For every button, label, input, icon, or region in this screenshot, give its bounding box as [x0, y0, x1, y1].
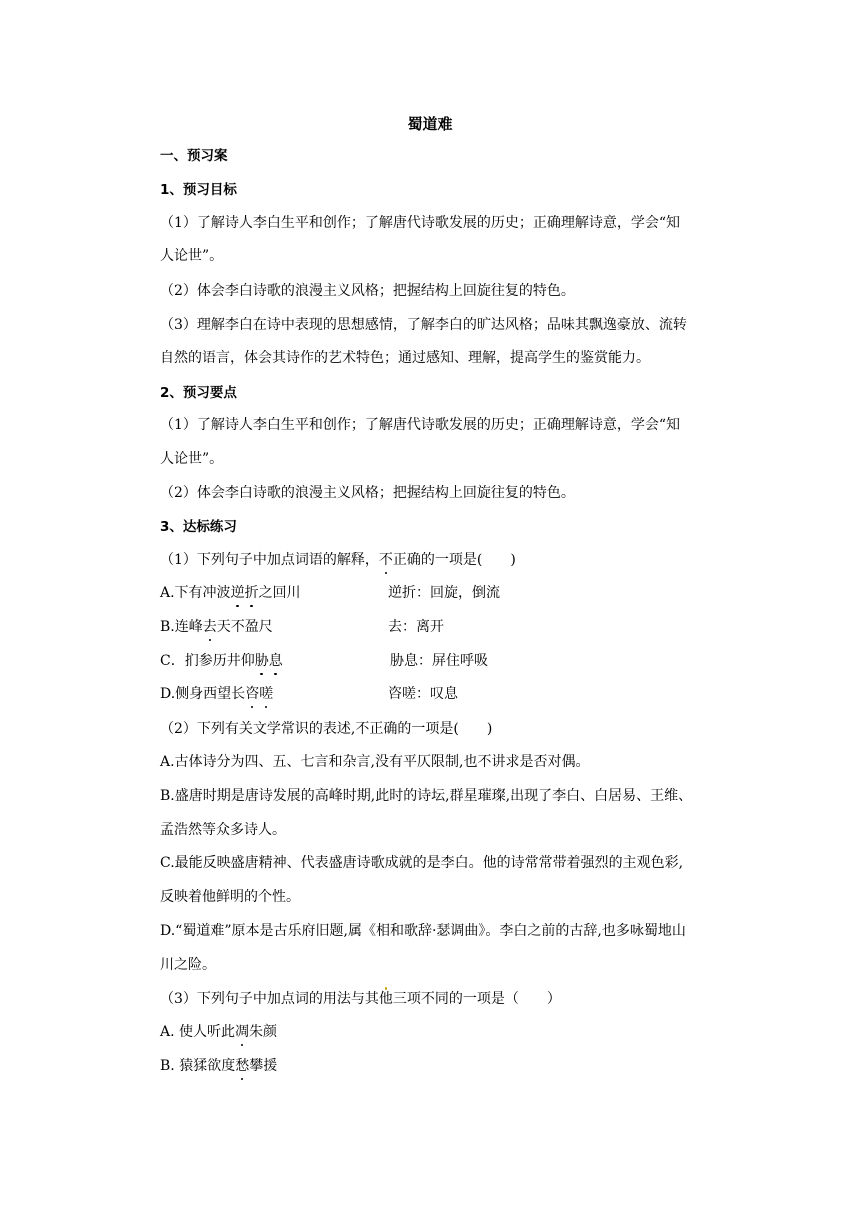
point-1-line-2: 人论世”。: [160, 451, 224, 467]
q1-option-d-gloss: 咨嗟：叹息: [388, 686, 458, 702]
q1-option-c-gloss: 胁息：屏住呼吸: [390, 653, 488, 669]
q2-option-d-line-1: D.“蜀道难”原本是古乐府旧题,属《相和歌辞·瑟调曲》。李白之前的古辞,也多咏蜀地山: [160, 923, 686, 939]
subheading-exercises: 3、达标练习: [160, 519, 237, 535]
q1-option-c: C．扪参历井仰胁息: [160, 653, 283, 669]
q2-option-c-line-1: C.最能反映盛唐精神、代表盛唐诗歌成就的是李白。他的诗常常带着强烈的主观色彩,: [160, 855, 684, 871]
question-2-stem: （2）下列有关文学常识的表述,不正确的一项是( ): [160, 721, 493, 737]
subheading-goals: 1、预习目标: [160, 182, 237, 198]
q2-option-b-line-1: B.盛唐时期是唐诗发展的高峰时期,此时的诗坛,群星璀璨,出现了李白、白居易、王维、: [160, 788, 693, 804]
goal-1-line-2: 人论世”。: [160, 248, 224, 264]
point-1-line-1: （1）了解诗人李白生平和创作；了解唐代诗歌发展的历史；正确理解诗意，学会“知: [160, 417, 681, 433]
goal-1-line-1: （1）了解诗人李白生平和创作；了解唐代诗歌发展的历史；正确理解诗意，学会“知: [160, 215, 681, 231]
q2-option-c-line-2: 反映着他鲜明的个性。: [160, 889, 300, 905]
page-title: 蜀道难: [407, 115, 453, 133]
q1-option-d: D.侧身西望长咨嗟: [160, 686, 274, 702]
goal-3-line-1: （3）理解李白在诗中表现的思想感情，了解李白的旷达风格；品味其飘逸豪放、流转: [160, 317, 687, 333]
section-heading: 一、预习案: [160, 148, 228, 164]
q1-option-a: A.下有冲波逆折之回川: [160, 585, 301, 601]
q2-option-b-line-2: 孟浩然等众多诗人。: [160, 822, 286, 838]
goal-2: （2）体会李白诗歌的浪漫主义风格；把握结构上回旋往复的特色。: [160, 283, 575, 299]
q1-option-b: B.连峰去天不盈尺: [160, 619, 273, 635]
q2-option-d-line-2: 川之险。: [160, 957, 216, 973]
q3-option-b: B. 猿猱欲度愁攀援: [160, 1058, 278, 1074]
goal-3-line-2: 自然的语言，体会其诗作的艺术特色；通过感知、理解，提高学生的鉴赏能力。: [160, 350, 650, 366]
q2-option-a: A.古体诗分为四、五、七言和杂言,没有平仄限制,也不讲求是否对偶。: [160, 754, 590, 770]
q1-option-b-gloss: 去：离开: [388, 619, 444, 635]
point-2: （2）体会李白诗歌的浪漫主义风格；把握结构上回旋往复的特色。: [160, 485, 575, 501]
subheading-points: 2、预习要点: [160, 385, 237, 401]
question-3-stem: （3）下列句子中加点词的用法与其他三项不同的一项是（ ）: [160, 991, 561, 1007]
q3-option-a: A. 使人听此凋朱颜: [160, 1024, 278, 1040]
question-1-stem: （1）下列句子中加点词语的解释，不正确的一项是( ): [160, 552, 516, 568]
q1-option-a-gloss: 逆折：回旋，倒流: [388, 585, 500, 601]
